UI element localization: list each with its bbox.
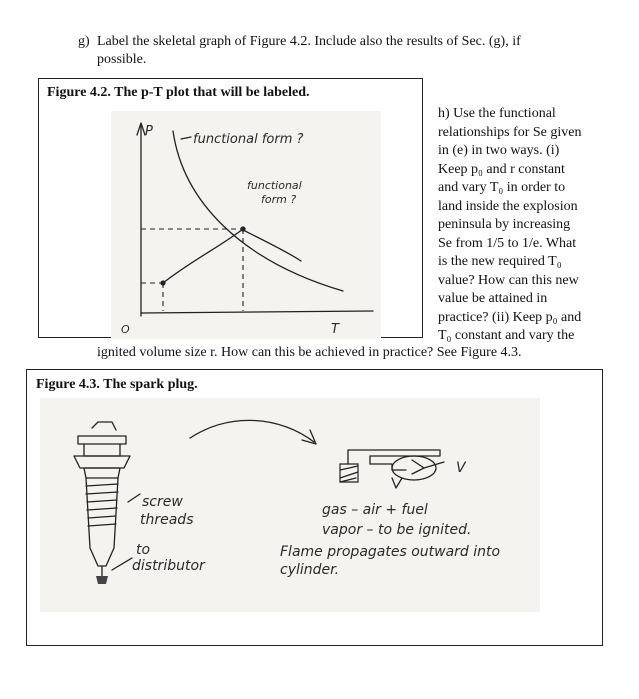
to-label: to <box>136 542 151 558</box>
question-h-line: value be attained in <box>438 291 548 306</box>
spark-plug-sketch <box>40 398 540 612</box>
sketch-paper <box>40 398 540 612</box>
question-h-line: land inside the explosion <box>438 198 578 214</box>
question-h-line: relationships for Se given <box>438 124 582 140</box>
question-h-text <box>438 105 602 346</box>
mid-form-label: form ? <box>261 193 297 206</box>
question-h-line: in (e) in two ways. (i) <box>438 143 560 158</box>
question-h-line: and vary T₀ in order to <box>438 180 566 195</box>
note-line-4: cylinder. <box>280 562 340 578</box>
threads-label: threads <box>140 512 194 528</box>
p-axis-label: P <box>145 124 153 139</box>
distributor-label: distributor <box>132 558 205 574</box>
question-h-line: is the new required T₀ <box>438 254 562 269</box>
question-h-line: T₀ constant and vary the <box>438 328 575 343</box>
pt-plot-sketch <box>111 111 381 339</box>
question-g-text-line2: possible. <box>97 52 147 67</box>
screw-label: screw <box>142 494 183 510</box>
plug-connector <box>96 576 108 584</box>
figure-4-3-title: Figure 4.3. The spark plug. <box>36 377 198 392</box>
note-line-1: gas – air + fuel <box>322 502 428 518</box>
figure-4-3-box <box>26 369 603 646</box>
mid-functional-label: functional <box>247 179 302 192</box>
t-axis-label: T <box>331 322 339 337</box>
origin-label: O <box>121 323 130 336</box>
note-line-3: Flame propagates outward into <box>280 544 501 560</box>
question-h-line: h) Use the functional <box>438 106 556 121</box>
question-g-label: g) <box>78 34 90 49</box>
note-line-2: vapor – to be ignited. <box>322 522 472 538</box>
question-h-line: Keep p₀ and r constant <box>438 161 565 177</box>
question-h-line: Se from 1/5 to 1/e. What <box>438 235 577 251</box>
upper-point <box>240 226 245 231</box>
question-g-text-line1: Label the skeletal graph of Figure 4.2. Include also the results of Sec. (g), if <box>97 34 521 49</box>
volume-v-label: V <box>456 460 466 476</box>
top-functional-form-label: functional form ? <box>193 132 304 147</box>
figure-4-2-title: Figure 4.2. The p-T plot that will be labeled. <box>47 85 310 100</box>
lower-point <box>160 280 165 285</box>
question-h-line: peninsula by increasing <box>438 217 571 232</box>
question-h-line: practice? (ii) Keep p₀ and <box>438 309 582 325</box>
question-h-line: value? How can this new <box>438 272 579 288</box>
question-h-continuation: ignited volume size r. How can this be achieved in practice? See Figure 4.3. <box>97 345 522 360</box>
figure-4-2-box <box>38 78 423 338</box>
